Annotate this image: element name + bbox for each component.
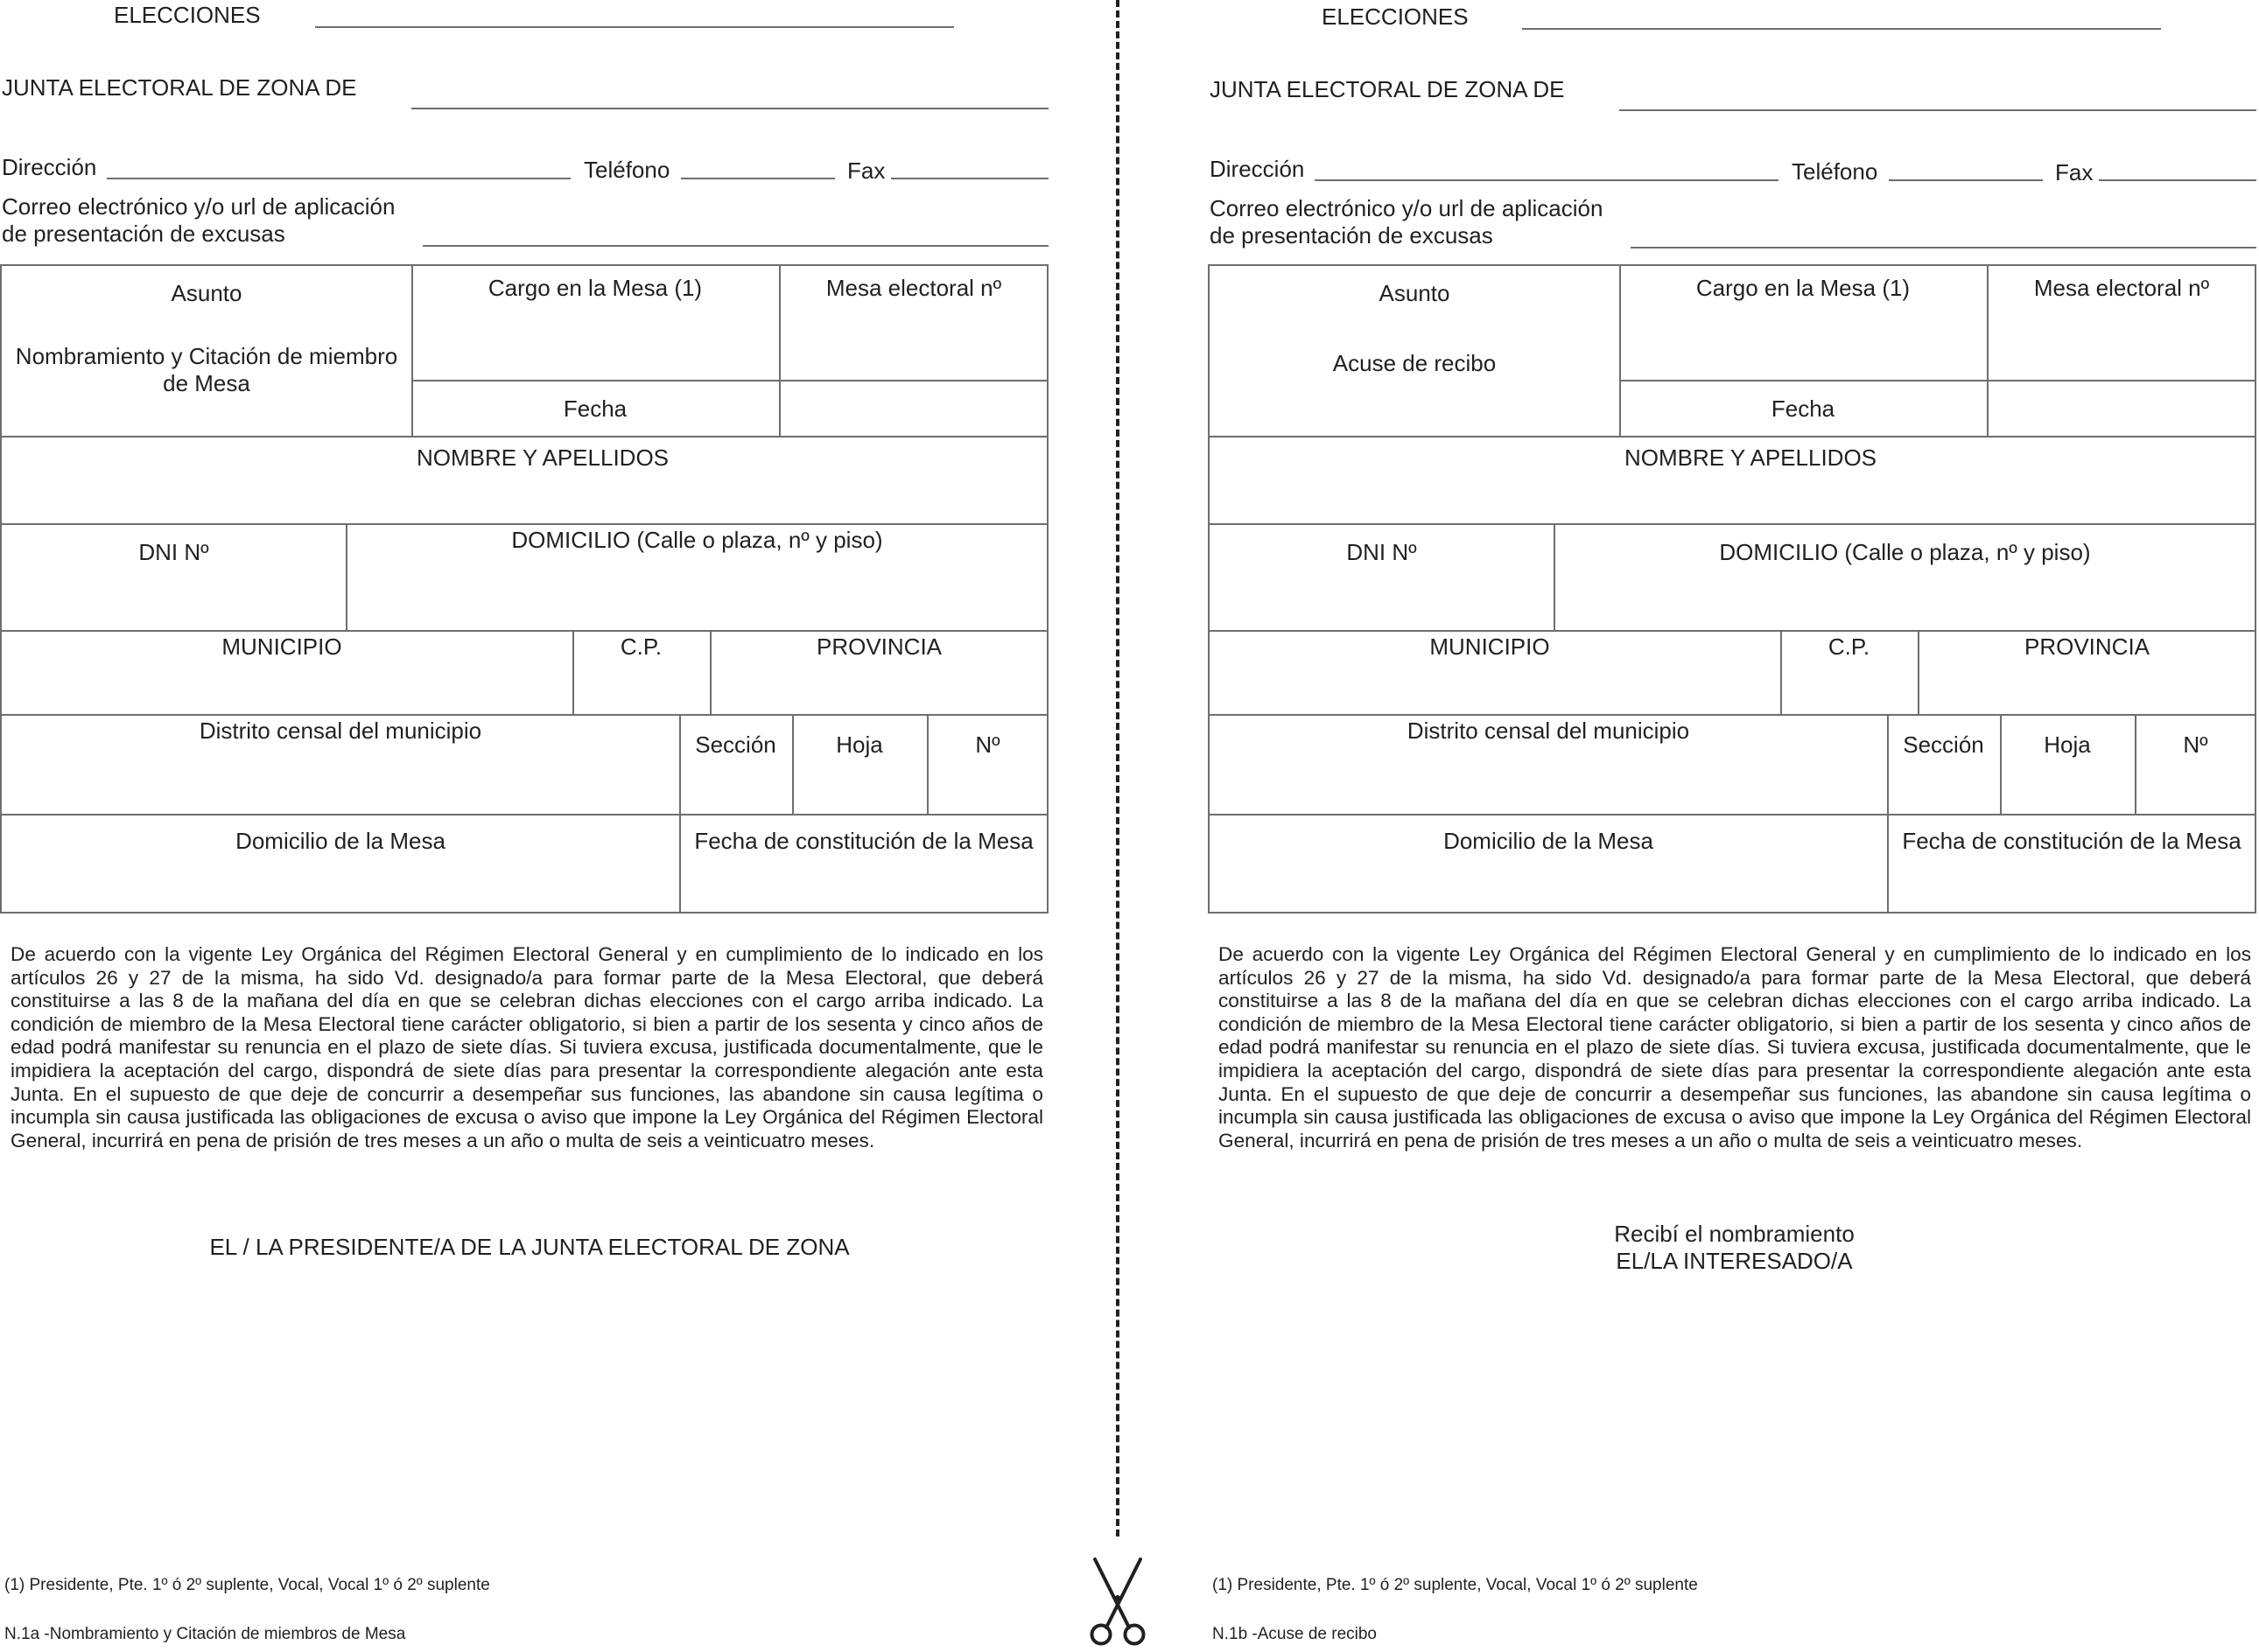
fax-label: Fax: [2055, 159, 2094, 186]
fecha-constitucion-label: Fecha de constitución de la Mesa: [694, 828, 1034, 854]
hoja-label: Hoja: [2044, 732, 2091, 758]
telefono-field[interactable]: [681, 178, 835, 179]
asunto-label: Asunto: [1379, 280, 1450, 306]
junta-label: JUNTA ELECTORAL DE ZONA DE: [1210, 76, 1565, 102]
scissors-icon: [1083, 1556, 1153, 1648]
fecha-label: Fecha: [563, 396, 628, 422]
fax-field[interactable]: [891, 178, 1049, 179]
asunto-label: Asunto: [171, 280, 242, 306]
telefono-field[interactable]: [1889, 179, 2043, 181]
provincia-label: PROVINCIA: [2024, 634, 2150, 660]
fax-field[interactable]: [2099, 179, 2256, 181]
asunto-value: Acuse de recibo: [1332, 350, 1497, 376]
correo-label-line1: Correo electrónico y/o url de aplicación: [2, 193, 396, 220]
legal-paragraph: De acuerdo con la vigente Ley Orgánica del Régimen Electoral General y en cumplimiento de lo indicado en los artículos 26 y 27 de la misma, ha sido Vd. designado/a para formar parte de la Mesa Electoral, que deberá constituirse a las 8 de la mañana del día en que se celebran dichas elecciones con el cargo arriba indicado. La condición de miembro de la Mesa Electoral tiene carácter obligatorio, si bien a partir de los sesenta y cinco años de edad podrá manifestar su renuncia en el plazo de siete días. Si tuviera excusa, justificada documentalmente, que le impidiera la aceptación del cargo, dispondrá de siete días para presentar la correspondiente alegación ante esta Junta. En el supuesto de que deje de concurrir a desempeñar sus funciones, las abandone sin causa legítima o incumpla sin causa justificada las obligaciones de excusa o aviso que impone la Ley Orgánica del Régimen Electoral General, incurrirá en pena de prisión de tres meses a un año o multa de seis a veinticuatro meses.: [11, 943, 1043, 1152]
cut-line: [1116, 0, 1119, 1536]
municipio-label: MUNICIPIO: [221, 634, 342, 660]
elecciones-label: ELECCIONES: [114, 2, 261, 28]
correo-label-line2: de presentación de excusas: [1210, 222, 1493, 248]
mesa-electoral-label: Mesa electoral nº: [2033, 275, 2210, 301]
distrito-label: Distrito censal del municipio: [1407, 718, 1690, 744]
signature-label: EL / LA PRESIDENTE/A DE LA JUNTA ELECTORAL DE ZONA: [209, 1234, 850, 1260]
numero-label: Nº: [975, 732, 1000, 758]
junta-label: JUNTA ELECTORAL DE ZONA DE: [2, 74, 357, 101]
junta-field[interactable]: [411, 108, 1049, 109]
correo-field[interactable]: [1631, 247, 2256, 248]
elecciones-field[interactable]: [1522, 28, 2161, 30]
cargo-label: Cargo en la Mesa (1): [488, 275, 703, 301]
correo-field[interactable]: [423, 245, 1049, 247]
cargo-label: Cargo en la Mesa (1): [1695, 275, 1911, 301]
fax-label: Fax: [847, 158, 886, 184]
seccion-label: Sección: [695, 732, 776, 758]
fecha-constitucion-label: Fecha de constitución de la Mesa: [1902, 828, 2241, 854]
mesa-electoral-label: Mesa electoral nº: [825, 275, 1002, 301]
footnote: (1) Presidente, Pte. 1º ó 2º suplente, Vocal, Vocal 1º ó 2º suplente: [4, 1576, 490, 1594]
signature-line1: Recibí el nombramiento: [1614, 1221, 1855, 1247]
seccion-label: Sección: [1903, 732, 1984, 758]
telefono-label: Teléfono: [584, 157, 670, 183]
numero-label: Nº: [2183, 732, 2208, 758]
junta-field[interactable]: [1619, 109, 2256, 111]
direccion-label: Dirección: [2, 154, 97, 180]
direccion-field[interactable]: [1315, 179, 1778, 181]
asunto-value: Nombramiento y Citación de miembro de Mesa: [15, 343, 398, 396]
telefono-label: Teléfono: [1792, 158, 1878, 185]
left-form-nombramiento: [0, 0, 1050, 1652]
dni-label: DNI Nº: [138, 539, 209, 565]
domicilio-label: DOMICILIO (Calle o plaza, nº y piso): [511, 527, 883, 553]
domicilio-mesa-label: Domicilio de la Mesa: [235, 828, 445, 854]
footnote: (1) Presidente, Pte. 1º ó 2º suplente, Vocal, Vocal 1º ó 2º suplente: [1212, 1576, 1698, 1594]
hoja-label: Hoja: [836, 732, 883, 758]
domicilio-mesa-label: Domicilio de la Mesa: [1443, 828, 1653, 854]
right-form-acuse: [1208, 0, 2258, 1652]
cp-label: C.P.: [1828, 634, 1870, 660]
form-code: N.1a -Nombramiento y Citación de miembros de Mesa: [4, 1625, 406, 1643]
domicilio-label: DOMICILIO (Calle o plaza, nº y piso): [1719, 539, 2091, 565]
form-code: N.1b -Acuse de recibo: [1212, 1625, 1377, 1643]
correo-label-line2: de presentación de excusas: [2, 220, 285, 247]
elecciones-field[interactable]: [315, 26, 954, 28]
data-grid: [0, 264, 1049, 914]
municipio-label: MUNICIPIO: [1429, 634, 1550, 660]
direccion-field[interactable]: [107, 178, 571, 179]
signature-line2: EL/LA INTERESADO/A: [1616, 1248, 1853, 1274]
elecciones-label: ELECCIONES: [1322, 4, 1469, 30]
distrito-label: Distrito censal del municipio: [199, 718, 482, 744]
provincia-label: PROVINCIA: [816, 634, 943, 660]
fecha-label: Fecha: [1771, 396, 1835, 422]
direccion-label: Dirección: [1210, 156, 1305, 182]
correo-label-line1: Correo electrónico y/o url de aplicación: [1210, 195, 1603, 221]
nombre-label: NOMBRE Y APELLIDOS: [1624, 444, 1877, 471]
data-grid: [1208, 264, 2256, 914]
legal-paragraph: De acuerdo con la vigente Ley Orgánica del Régimen Electoral General y en cumplimiento de lo indicado en los artículos 26 y 27 de la misma, ha sido Vd. designado/a para formar parte de la Mesa Electoral, que deberá constituirse a las 8 de la mañana del día en que se celebran dichas elecciones con el cargo arriba indicado. La condición de miembro de la Mesa Electoral tiene carácter obligatorio, si bien a partir de los sesenta y cinco años de edad podrá manifestar su renuncia en el plazo de siete días. Si tuviera excusa, justificada documentalmente, que le impidiera la aceptación del cargo, dispondrá de siete días para presentar la correspondiente alegación ante esta Junta. En el supuesto de que deje de concurrir a desempeñar sus funciones, las abandone sin causa legítima o incumpla sin causa justificada las obligaciones de excusa o aviso que impone la Ley Orgánica del Régimen Electoral General, incurrirá en pena de prisión de tres meses a un año o multa de seis a veinticuatro meses.: [1218, 943, 2251, 1152]
cp-label: C.P.: [620, 634, 663, 660]
dni-label: DNI Nº: [1346, 539, 1417, 565]
nombre-label: NOMBRE Y APELLIDOS: [416, 444, 670, 471]
